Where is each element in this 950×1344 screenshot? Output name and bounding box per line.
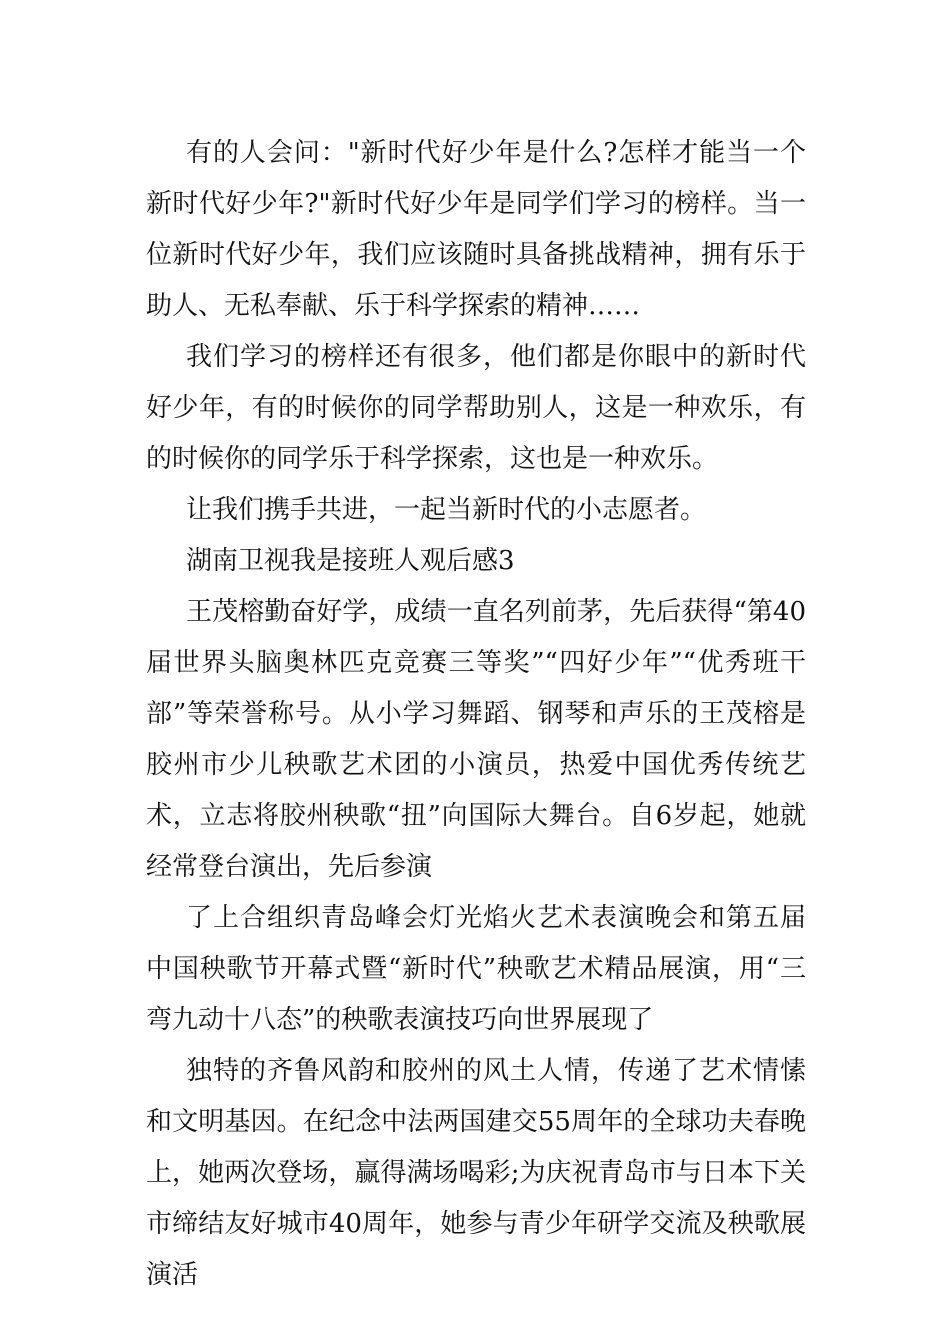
paragraph-1: 有的人会问："新时代好少年是什么?怎样才能当一个新时代好少年?"新时代好少年是同学们学习的榜样。当一位新时代好少年，我们应该随时具备挑战精神，拥有乐于助人、无私奉献、乐于科学探索的精神…… [146,138,806,321]
paragraph-6: 独特的齐鲁风韵和胶州的风土人情，传递了艺术情愫和文明基因。在纪念中法两国建交55周年的全球功夫春晚上，她两次登场，赢得满场喝彩;为庆祝青岛市与日本下关市缔结友好城市40周年，她参与青少年研学交流及秧歌展演活 [146,1056,806,1290]
paragraph-3: 让我们携手共进，一起当新时代的小志愿者。 [186,495,707,525]
document-body [146,128,806,1301]
section-heading: 湖南卫视我是接班人观后感3 [186,546,515,576]
paragraph-5: 了上合组织青岛峰会灯光焰火艺术表演晚会和第五届中国秧歌节开幕式暨“新时代”秧歌艺术精品展演，用“三弯九动十八态”的秧歌表演技巧向世界展现了 [146,903,806,1035]
paragraph-4: 王茂榕勤奋好学，成绩一直名列前茅，先后获得“第40届世界头脑奥林匹克竞赛三等奖”“四好少年”“优秀班干部”等荣誉称号。从小学习舞蹈、钢琴和声乐的王茂榕是胶州市少儿秧歌艺术团的小演员，热爱中国优秀传统艺术，立志将胶州秧歌“扭”向国际大舞台。自6岁起，她就经常登台演出，先后参演 [146,597,806,882]
paragraph-2: 我们学习的榜样还有很多，他们都是你眼中的新时代好少年，有的时候你的同学帮助别人，这是一种欢乐，有的时候你的同学乐于科学探索，这也是一种欢乐。 [146,342,806,474]
